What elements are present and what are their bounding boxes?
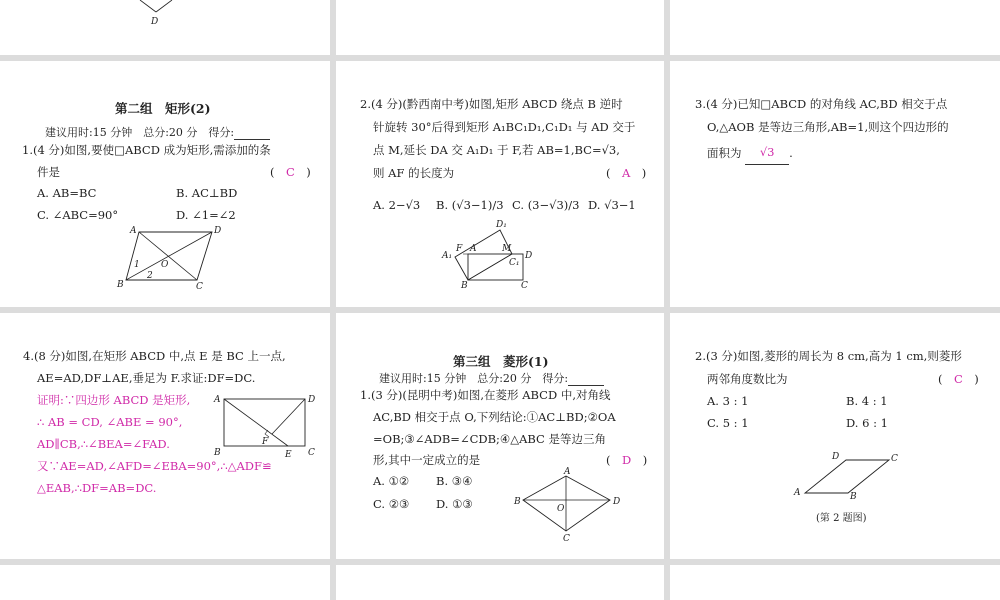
question-text: 点 M,延长 DA 交 A₁D₁ 于 F,若 AB=1,BC=√3, bbox=[373, 143, 620, 157]
label-d1: D₁ bbox=[496, 220, 507, 230]
question-text: 件是 bbox=[37, 165, 60, 179]
question-text: 面积为 √3 . bbox=[707, 141, 793, 165]
label-a: A bbox=[130, 226, 137, 236]
panel-bottom-right bbox=[670, 565, 1000, 600]
label-a1: A₁ bbox=[442, 251, 453, 261]
question-text: =OB;③∠ADB=∠CDB;④△ABC 是等边三角 bbox=[373, 432, 607, 446]
option-d: D. ①③ bbox=[436, 497, 473, 511]
label-o: O bbox=[161, 260, 169, 270]
answer-choice: ( C ) bbox=[270, 165, 311, 179]
panel-top-middle bbox=[336, 0, 664, 55]
label-m: M bbox=[502, 244, 512, 254]
rhombus-figure bbox=[336, 313, 664, 559]
option-a: A. ①② bbox=[373, 474, 410, 488]
option-c: C. 5 : 1 bbox=[707, 416, 749, 430]
rotated-rectangle-figure bbox=[336, 61, 664, 307]
label-d: D bbox=[832, 452, 840, 462]
label-d: D bbox=[151, 17, 159, 27]
option-a: A. 2−√3 bbox=[373, 198, 421, 212]
question-text: 两邻角度数比为 bbox=[707, 372, 788, 386]
option-b: B. 4 : 1 bbox=[846, 394, 888, 408]
question-text: 1.(4 分)如图,要使□ABCD 成为矩形,需添加的条 bbox=[22, 143, 271, 157]
label-b: B bbox=[514, 497, 521, 507]
panel-rectangle-q1 bbox=[0, 61, 330, 307]
panel-rhombus-q1 bbox=[336, 313, 664, 559]
label-f: F bbox=[262, 437, 269, 447]
label-b: B bbox=[850, 492, 857, 502]
label-a: A bbox=[470, 244, 477, 254]
proof-line: ∴ AB = CD, ∠ABE = 90°, bbox=[37, 415, 183, 429]
proof-line: AD∥CB,∴∠BEA=∠FAD. bbox=[37, 437, 170, 451]
section-heading: 第二组 矩形(2) bbox=[115, 101, 211, 116]
option-b: B. AC⊥BD bbox=[176, 186, 238, 200]
panel-area-q3 bbox=[670, 61, 1000, 307]
answer-choice: ( D ) bbox=[606, 453, 648, 467]
question-text: 针旋转 30°后得到矩形 A₁BC₁D₁,C₁D₁ 与 AD 交于 bbox=[373, 120, 636, 134]
label-d: D bbox=[613, 497, 621, 507]
question-text: 1.(3 分)(昆明中考)如图,在菱形 ABCD 中,对角线 bbox=[360, 388, 611, 402]
label-c: C bbox=[563, 534, 570, 544]
proof-line: △EAB,∴DF=AB=DC. bbox=[37, 481, 157, 495]
label-c1: C₁ bbox=[509, 258, 520, 268]
label-c: C bbox=[521, 281, 528, 291]
panel-rotation-q2 bbox=[336, 61, 664, 307]
option-a: A. 3 : 1 bbox=[707, 394, 749, 408]
answer-value: √3 bbox=[759, 145, 775, 159]
label-a: A bbox=[214, 395, 221, 405]
answer-choice: ( C ) bbox=[938, 372, 979, 386]
question-text: 形,其中一定成立的是 bbox=[373, 453, 481, 467]
option-a: A. AB=BC bbox=[37, 186, 97, 200]
label-b: B bbox=[117, 280, 124, 290]
question-text: 2.(4 分)(黔西南中考)如图,矩形 ABCD 绕点 B 逆时 bbox=[360, 97, 623, 111]
label-f: F bbox=[456, 244, 463, 254]
section-meta: 建议用时:15 分钟 总分:20 分 得分: bbox=[379, 370, 604, 386]
figure-caption: (第 2 题图) bbox=[816, 513, 867, 524]
proof-line: 又∵AE=AD,∠AFD=∠EBA=90°,∴△ADF≌ bbox=[37, 459, 272, 473]
label-c: C bbox=[891, 454, 898, 464]
label-c: C bbox=[196, 282, 203, 292]
question-text: AE=AD,DF⊥AE,垂足为 F.求证:DF=DC. bbox=[37, 371, 256, 385]
option-c: C. ∠ABC=90° bbox=[37, 208, 119, 222]
panel-bottom-left bbox=[0, 565, 330, 600]
label-1: 1 bbox=[134, 260, 140, 270]
panel-bottom-middle bbox=[336, 565, 664, 600]
question-text: AC,BD 相交于点 O,下列结论:①AC⊥BD;②OA bbox=[373, 410, 616, 424]
option-b: B. ③④ bbox=[436, 474, 473, 488]
option-d: D. ∠1=∠2 bbox=[176, 208, 236, 222]
section-meta: 建议用时:15 分钟 总分:20 分 得分: bbox=[45, 124, 270, 140]
option-c: C. ②③ bbox=[373, 497, 410, 511]
label-d: D bbox=[308, 395, 316, 405]
label-b: B bbox=[214, 448, 221, 458]
question-text: 则 AF 的长度为 bbox=[373, 166, 455, 180]
question-text: 3.(4 分)已知□ABCD 的对角线 AC,BD 相交于点 bbox=[695, 97, 948, 111]
label-a: A bbox=[794, 488, 801, 498]
label-2: 2 bbox=[147, 271, 153, 281]
label-d: D bbox=[214, 226, 222, 236]
section-heading: 第三组 菱形(1) bbox=[453, 354, 549, 369]
question-text: O,△AOB 是等边三角形,AB=1,则这个四边形的 bbox=[707, 120, 949, 134]
option-b: B. (√3−1)/3 bbox=[436, 198, 504, 212]
panel-top-left bbox=[0, 0, 330, 55]
rectangle-proof-figure bbox=[0, 313, 330, 559]
question-text: 2.(3 分)如图,菱形的周长为 8 cm,高为 1 cm,则菱形 bbox=[695, 349, 962, 363]
option-d: D. 6 : 1 bbox=[846, 416, 888, 430]
label-e: E bbox=[285, 450, 292, 460]
panel-proof-q4 bbox=[0, 313, 330, 559]
panel-rhombus-q2 bbox=[670, 313, 1000, 559]
label-b: B bbox=[461, 281, 468, 291]
label-a: A bbox=[564, 467, 571, 477]
label-d: D bbox=[525, 251, 533, 261]
proof-line: 证明:∵四边形 ABCD 是矩形, bbox=[37, 393, 191, 407]
option-d: D. √3−1 bbox=[588, 198, 636, 212]
option-c: C. (3−√3)/3 bbox=[512, 198, 580, 212]
label-c: C bbox=[308, 448, 315, 458]
answer-choice: ( A ) bbox=[606, 166, 647, 180]
panel-top-right bbox=[670, 0, 1000, 55]
question-text: 4.(8 分)如图,在矩形 ABCD 中,点 E 是 BC 上一点, bbox=[23, 349, 286, 363]
label-o: O bbox=[557, 504, 565, 514]
parallelogram-figure bbox=[0, 61, 330, 307]
figure-top-fragment bbox=[0, 0, 330, 55]
